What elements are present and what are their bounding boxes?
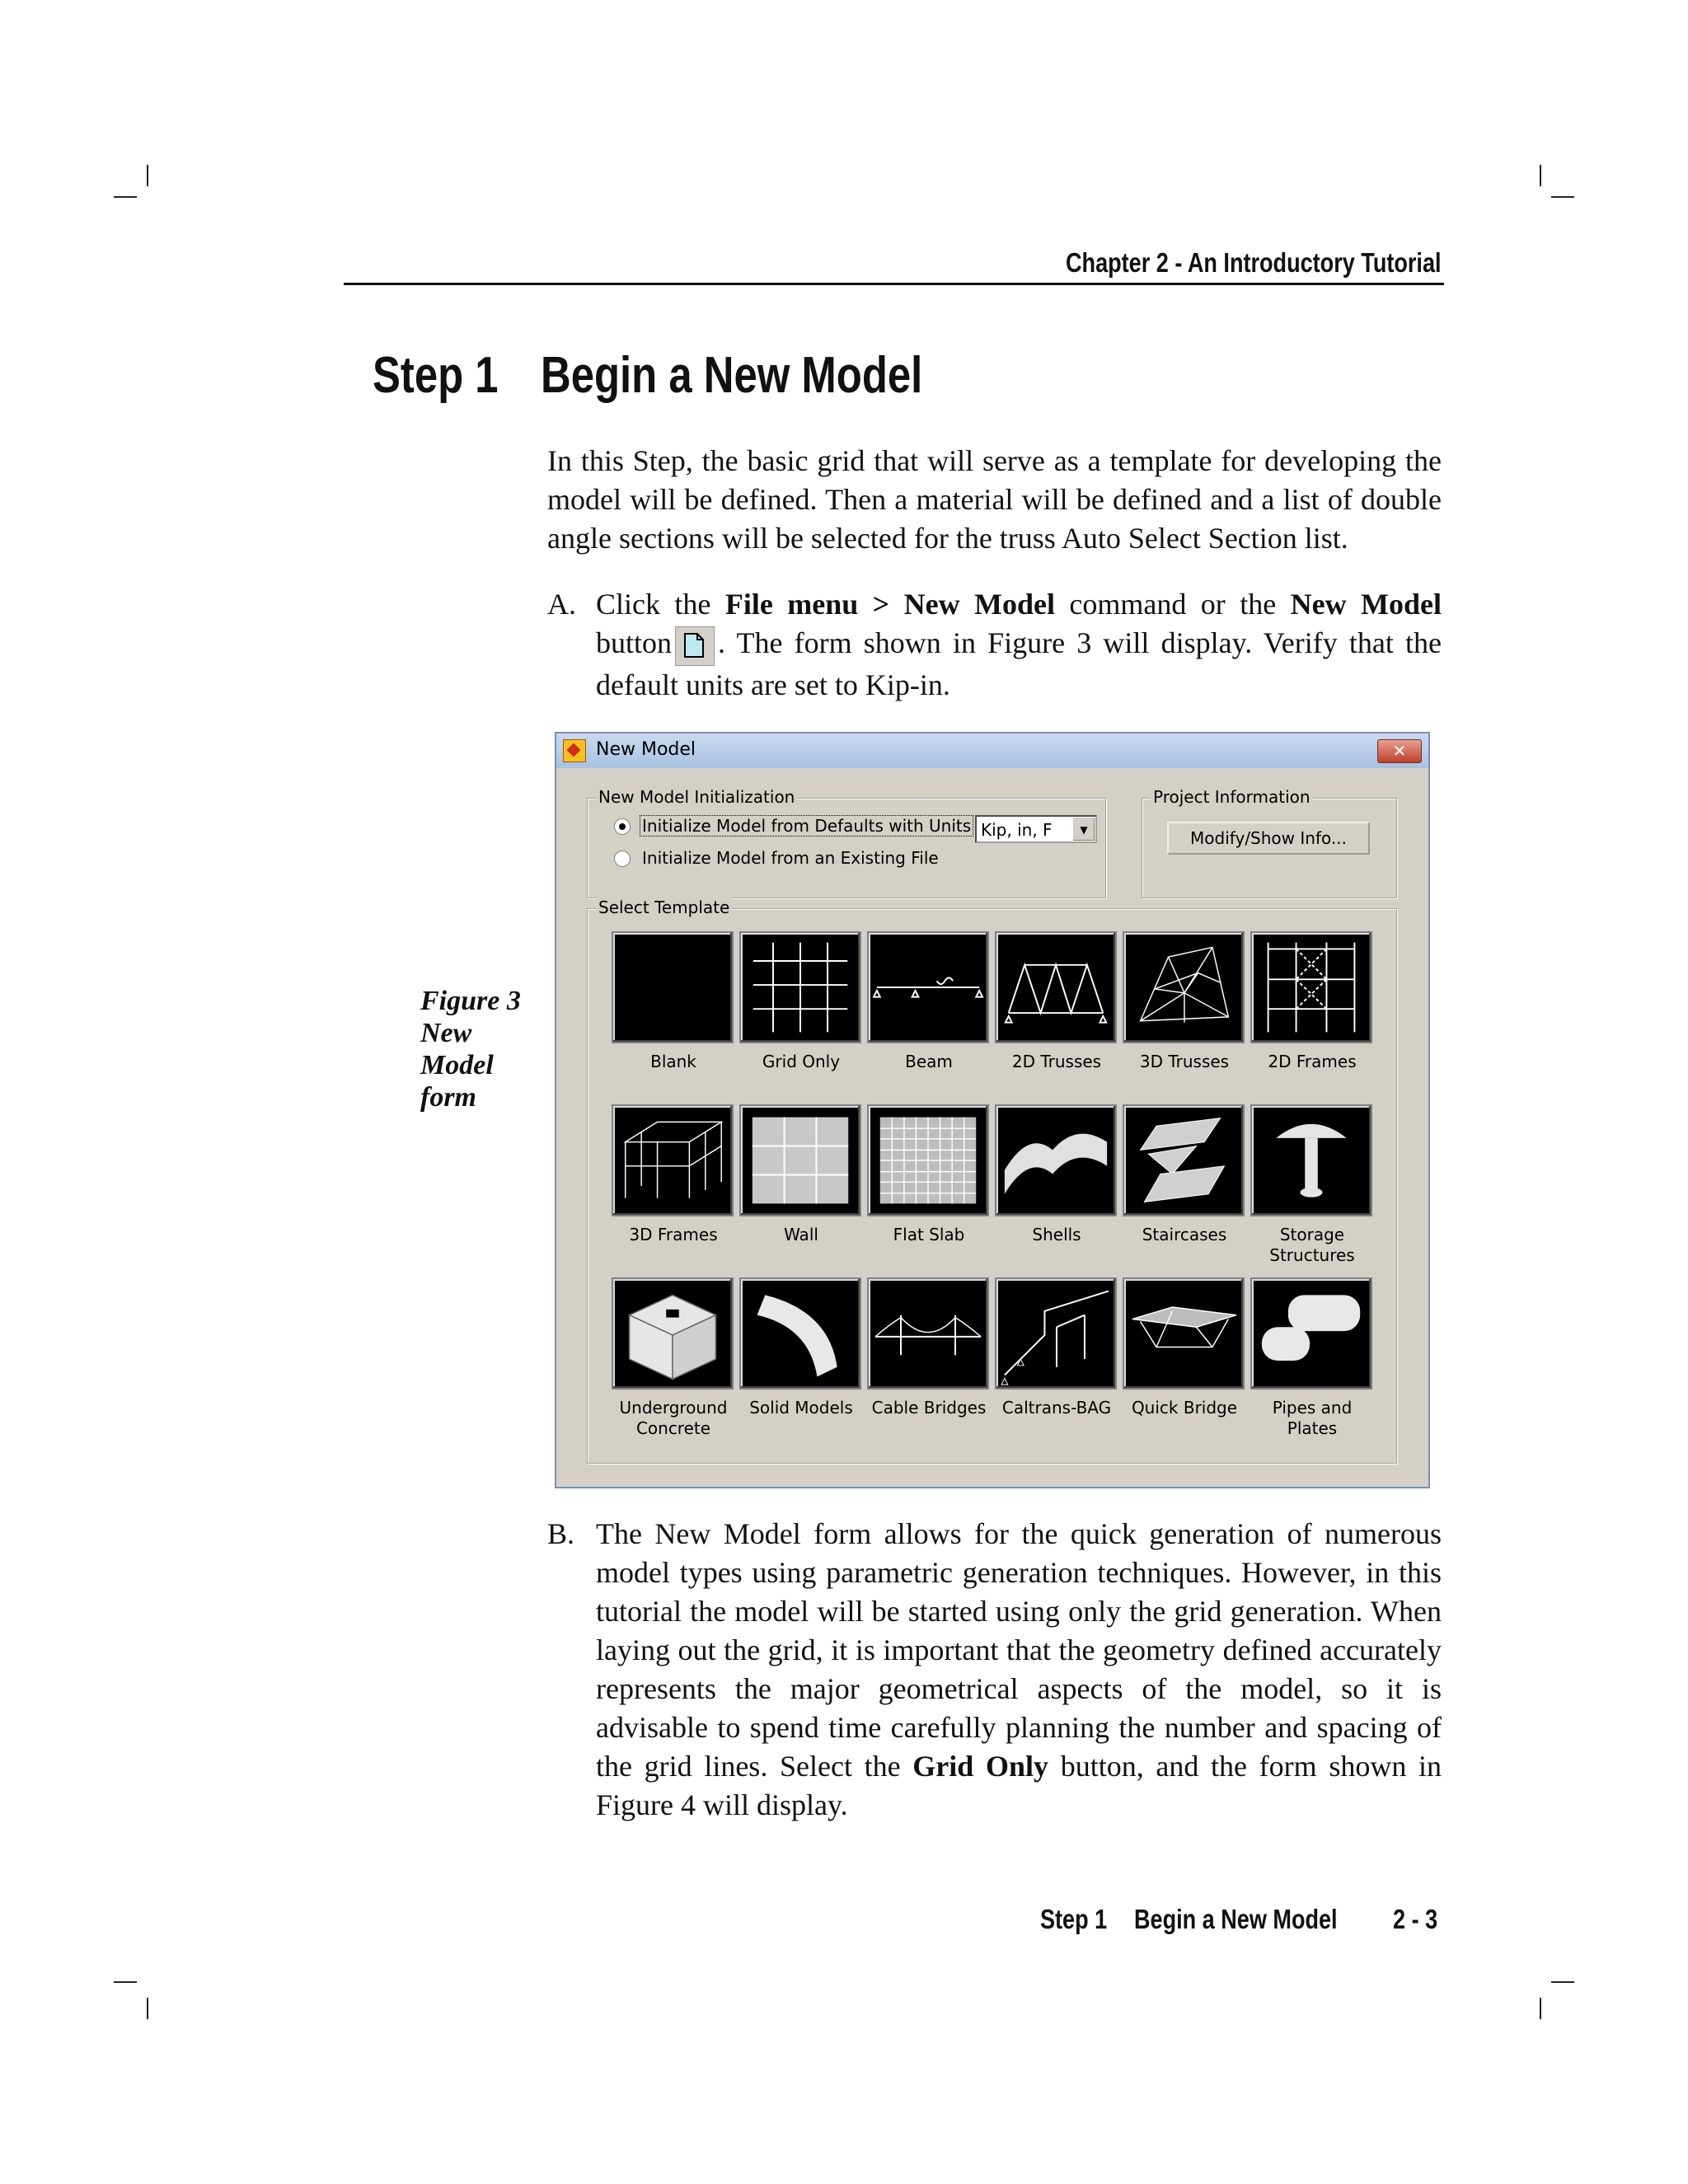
radio-defaults-label[interactable]: Initialize Model from Defaults with Units xyxy=(642,816,972,836)
template-beam[interactable]: Beam xyxy=(867,931,991,1072)
crop-mark-tl-h xyxy=(114,196,137,198)
template-3d-trusses[interactable]: 3D Trusses xyxy=(1123,931,1246,1072)
initialization-group xyxy=(587,787,1106,898)
2d-frame-icon xyxy=(1250,931,1372,1043)
dialog-titlebar[interactable] xyxy=(556,733,1428,768)
wall-icon xyxy=(739,1104,861,1216)
quick-bridge-icon xyxy=(1123,1277,1245,1390)
template-pipes-and-plates[interactable]: Pipes and Plates xyxy=(1250,1277,1374,1439)
radio-defaults[interactable] xyxy=(614,818,631,835)
grid-icon xyxy=(739,931,861,1043)
initialization-group-label: New Model Initialization xyxy=(596,787,797,807)
dropdown-arrow-icon[interactable]: ▼ xyxy=(1073,818,1095,841)
app-logo-icon xyxy=(563,739,586,762)
header-rule xyxy=(344,283,1444,285)
page-number: 2 - 3 xyxy=(1393,1904,1438,1934)
radio-existing-file-label[interactable]: Initialize Model from an Existing File xyxy=(642,848,939,868)
intro-paragraph: In this Step, the basic grid that will serve as a template for developing the model will be defined. Then a material will be defined and a list of double angle sections will be selected for the truss Auto Select Section list. xyxy=(547,444,1442,555)
template-caltrans-bag[interactable]: Caltrans-BAG xyxy=(995,1277,1118,1418)
modify-show-info-button[interactable]: Modify/Show Info... xyxy=(1167,822,1370,855)
new-model-dialog xyxy=(555,732,1430,1488)
footer-step: Step 1 xyxy=(1040,1904,1108,1934)
beam-icon xyxy=(867,931,989,1043)
cable-bridge-icon xyxy=(867,1277,989,1390)
staircase-icon xyxy=(1123,1104,1245,1216)
shell-icon xyxy=(995,1104,1117,1216)
template-blank[interactable]: Blank xyxy=(612,931,735,1072)
template-quick-bridge[interactable]: Quick Bridge xyxy=(1123,1277,1246,1418)
slab-icon xyxy=(867,1104,989,1216)
storage-tank-icon xyxy=(1250,1104,1372,1216)
radio-existing-file[interactable] xyxy=(614,851,631,867)
instruction-a-text: Click the File menu > New Model command or the New Model button . The form shown in Figure 3 will display. Verify that the default units are set to Kip-in. xyxy=(596,588,1442,701)
close-button[interactable]: ✕ xyxy=(1377,739,1422,763)
step-title: Begin a New Model xyxy=(541,347,923,404)
crop-mark-br-h xyxy=(1551,1981,1574,1983)
units-select[interactable] xyxy=(975,815,1097,843)
new-model-button-icon xyxy=(675,626,715,666)
instruction-a xyxy=(547,585,1442,705)
template-flat-slab[interactable]: Flat Slab xyxy=(867,1104,991,1245)
project-info-group-label: Project Information xyxy=(1151,787,1313,807)
blank-icon xyxy=(612,931,734,1043)
running-head: Chapter 2 - An Introductory Tutorial xyxy=(1066,247,1442,278)
3d-truss-icon xyxy=(1123,931,1245,1043)
truss-icon xyxy=(995,931,1117,1043)
template-solid-models[interactable]: Solid Models xyxy=(739,1277,863,1418)
step-number: Step 1 xyxy=(373,347,499,404)
template-storage-structures[interactable]: Storage Structures xyxy=(1250,1104,1374,1266)
crop-mark-br-v xyxy=(1540,1998,1541,2019)
instruction-b-label: B. xyxy=(547,1517,575,1550)
crop-mark-bl-h xyxy=(114,1981,137,1983)
select-template-group-label: Select Template xyxy=(596,898,732,917)
template-shells[interactable]: Shells xyxy=(995,1104,1118,1245)
template-underground-concrete[interactable]: Underground Concrete xyxy=(612,1277,735,1439)
3d-frame-icon xyxy=(612,1104,734,1216)
dialog-title: New Model xyxy=(596,739,696,760)
crop-mark-tl-v xyxy=(147,165,148,186)
instruction-b xyxy=(547,1515,1442,1825)
project-info-group xyxy=(1142,787,1397,898)
template-3d-frames[interactable]: 3D Frames xyxy=(612,1104,735,1245)
crop-mark-tr-h xyxy=(1551,196,1574,198)
instruction-a-label: A. xyxy=(547,588,576,621)
template-staircases[interactable]: Staircases xyxy=(1123,1104,1246,1245)
caltrans-bridge-icon xyxy=(995,1277,1117,1390)
figure-caption: Figure 3 New Model form xyxy=(420,986,521,1113)
template-wall[interactable]: Wall xyxy=(739,1104,863,1245)
template-2d-trusses[interactable]: 2D Trusses xyxy=(995,931,1118,1072)
template-grid-only[interactable]: Grid Only xyxy=(739,931,863,1072)
template-cable-bridges[interactable]: Cable Bridges xyxy=(867,1277,991,1418)
instruction-b-text: The New Model form allows for the quick generation of numerous model types using parametric generation techniques. However, in this tutorial the model will be started using only the grid generation. When laying out the grid, it is important that the geometry defined accurately represents the major geometrical aspects of the model, so it is advisable to spend time carefully planning the number and spacing of the grid lines. Select the Grid Only button, and the form shown in Figure 4 will display. xyxy=(596,1517,1442,1821)
box-culvert-icon xyxy=(612,1277,734,1390)
units-value: Kip, in, F xyxy=(981,820,1053,840)
footer-title: Begin a New Model xyxy=(1134,1904,1338,1934)
solid-model-icon xyxy=(739,1277,861,1390)
crop-mark-bl-v xyxy=(147,1998,148,2019)
template-2d-frames[interactable]: 2D Frames xyxy=(1250,931,1374,1072)
crop-mark-tr-v xyxy=(1540,165,1541,186)
pipe-tee-icon xyxy=(1250,1277,1372,1390)
